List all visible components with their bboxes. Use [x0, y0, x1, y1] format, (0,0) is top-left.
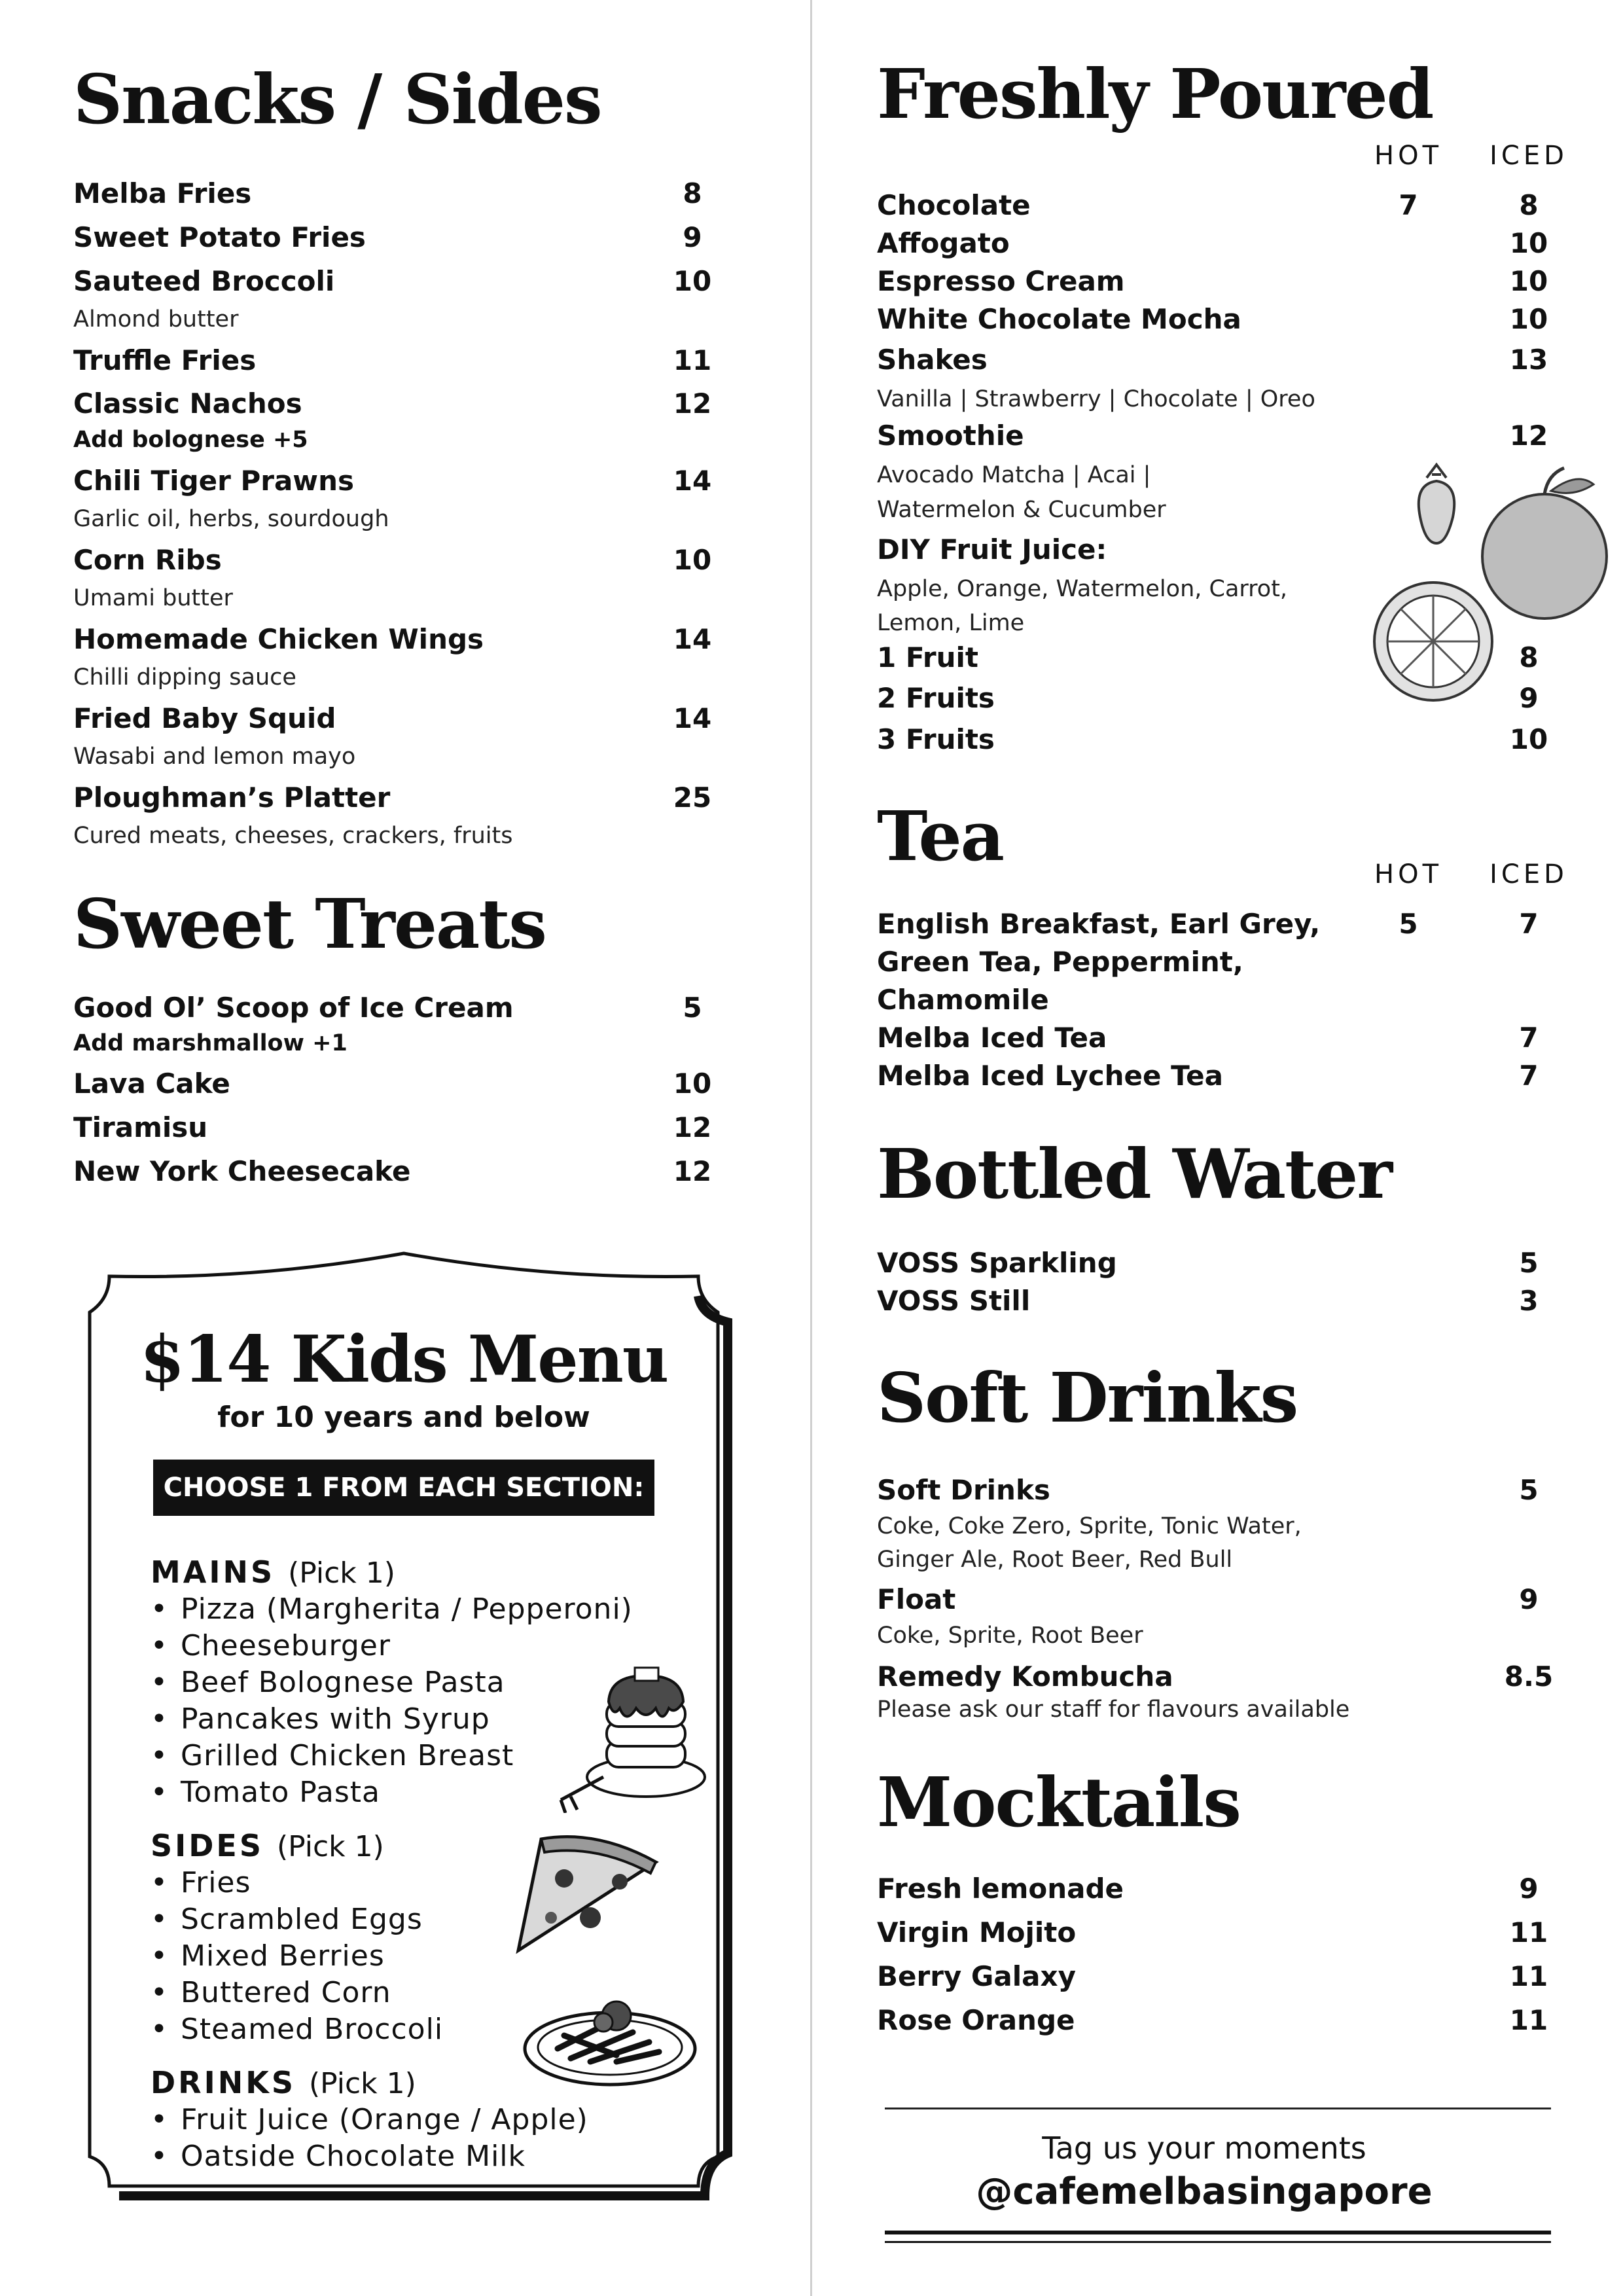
kids-main-item: • Tomato Pasta [181, 1776, 380, 1809]
menu-item-desc: Watermelon & Cucumber [877, 497, 1166, 523]
menu-item-price: 14 [673, 623, 712, 655]
kids-drink-item: • Oatside Chocolate Milk [181, 2140, 526, 2173]
menu-item-price: 8 [683, 177, 702, 209]
menu-item-desc: Wasabi and lemon mayo [73, 744, 356, 770]
menu-item-name: Classic Nachos [73, 387, 302, 420]
menu-item-price-iced: 10 [1509, 303, 1548, 335]
menu-item-desc: Coke, Sprite, Root Beer [877, 1623, 1143, 1649]
menu-item-name: VOSS Sparkling [877, 1247, 1117, 1279]
menu-item-name: 2 Fruits [877, 682, 995, 714]
menu-item-name: Soft Drinks [877, 1474, 1050, 1506]
menu-item-price: 9 [683, 221, 702, 253]
menu-item-desc: Vanilla | Strawberry | Chocolate | Oreo [877, 386, 1315, 412]
menu-item-name: Homemade Chicken Wings [73, 623, 484, 655]
menu-item-price: 8.5 [1504, 1660, 1554, 1693]
kids-drinks-heading [151, 2065, 416, 2100]
menu-item-price: 10 [673, 1067, 712, 1100]
menu-item-name: English Breakfast, Earl Grey, [877, 908, 1321, 940]
menu-item-price: 14 [673, 465, 712, 497]
kids-side-item: • Scrambled Eggs [181, 1903, 423, 1936]
footer-tagline: Tag us your moments [1042, 2130, 1366, 2166]
snacks-title: Snacks / Sides [73, 59, 601, 139]
menu-item-price: 25 [673, 781, 712, 814]
menu-item-price-iced: 7 [1519, 1022, 1539, 1054]
kids-side-item: • Steamed Broccoli [181, 2013, 443, 2046]
menu-item-name: Sweet Potato Fries [73, 221, 366, 253]
menu-item-name: Espresso Cream [877, 265, 1125, 297]
menu-item-name: VOSS Still [877, 1285, 1031, 1317]
menu-item-name: Chocolate [877, 189, 1031, 221]
kids-side-item: • Fries [181, 1866, 251, 1899]
menu-item-desc: Garlic oil, herbs, sourdough [73, 506, 389, 532]
menu-item-name: Smoothie [877, 420, 1024, 452]
menu-item-price: 10 [673, 544, 712, 576]
menu-item-price-iced: 10 [1509, 723, 1548, 755]
menu-item-price: 12 [673, 1111, 712, 1143]
menu-item-price-iced: 8 [1519, 189, 1539, 221]
menu-item-name: Good Ol’ Scoop of Ice Cream [73, 992, 514, 1024]
kids-menu-card [73, 1250, 734, 2200]
kids-drinks-pick: (Pick 1) [309, 2067, 416, 2100]
choose-banner: CHOOSE 1 FROM EACH SECTION: [153, 1460, 654, 1516]
menu-item-price: 5 [1519, 1474, 1539, 1506]
menu-item-price-iced: 10 [1509, 265, 1548, 297]
menu-item-addon: Add marshmallow +1 [73, 1030, 348, 1056]
menu-item-desc: Please ask our staff for flavours available [877, 1696, 1350, 1723]
kids-sides-heading [151, 1828, 384, 1863]
poured-hot-header: HOT [1374, 141, 1442, 171]
menu-item-name: 1 Fruit [877, 641, 978, 673]
kids-sides-pick: (Pick 1) [277, 1830, 384, 1863]
kids-mains-heading [151, 1554, 395, 1590]
menu-item-price-iced: 12 [1509, 420, 1548, 452]
menu-item-price-iced: 7 [1519, 1060, 1539, 1092]
menu-item-name: DIY Fruit Juice: [877, 533, 1107, 565]
kids-menu-subtitle: for 10 years and below [217, 1401, 590, 1434]
menu-item-name: Melba Fries [73, 177, 252, 209]
footer-rule-top [885, 2108, 1551, 2109]
menu-item-addon: Add bolognese +5 [73, 427, 308, 453]
fries-plate-illustration [518, 1970, 702, 2094]
menu-item-name: Rose Orange [877, 2004, 1075, 2036]
menu-item-name: Affogato [877, 227, 1010, 259]
menu-item-desc: Ginger Ale, Root Beer, Red Bull [877, 1547, 1233, 1573]
kids-drinks-label: DRINKS [151, 2065, 296, 2100]
menu-item-name: Melba Iced Lychee Tea [877, 1060, 1223, 1092]
instagram-handle[interactable]: @cafemelbasingapore [976, 2170, 1433, 2213]
menu-item-name: Fried Baby Squid [73, 702, 336, 734]
menu-item-desc: Avocado Matcha | Acai | [877, 462, 1151, 488]
menu-item-name: Truffle Fries [73, 344, 257, 376]
menu-item-price: 11 [1509, 2004, 1548, 2036]
menu-item-desc: Chilli dipping sauce [73, 664, 296, 691]
center-divider [810, 0, 812, 2296]
pizza-illustration [512, 1826, 669, 1964]
menu-item-price: 5 [683, 992, 702, 1024]
menu-item-name: 3 Fruits [877, 723, 995, 755]
menu-item-name: Corn Ribs [73, 544, 222, 576]
menu-item-price: 14 [673, 702, 712, 734]
menu-item-price: 9 [1519, 1583, 1539, 1615]
menu-item-name: Chili Tiger Prawns [73, 465, 355, 497]
tea-hot-header: HOT [1374, 859, 1442, 889]
menu-item-name: Fresh lemonade [877, 1873, 1124, 1905]
kids-main-item: • Cheeseburger [181, 1629, 391, 1662]
menu-item-name: Berry Galaxy [877, 1960, 1076, 1992]
menu-item-desc: Umami butter [73, 585, 233, 611]
kids-side-item: • Buttered Corn [181, 1976, 391, 2009]
menu-item-price: 10 [673, 265, 712, 297]
soft-drinks-title: Soft Drinks [877, 1357, 1298, 1438]
menu-item-desc: Almond butter [73, 306, 239, 332]
kids-menu-title: $14 Kids Menu [139, 1322, 668, 1397]
menu-item-name: Float [877, 1583, 956, 1615]
menu-item-desc: Coke, Coke Zero, Sprite, Tonic Water, [877, 1513, 1302, 1539]
menu-item-price-hot: 5 [1399, 908, 1418, 940]
kids-main-item: • Pizza (Margherita / Pepperoni) [181, 1592, 633, 1626]
menu-item-desc: Apple, Orange, Watermelon, Carrot, [877, 576, 1288, 602]
bottled-water-title: Bottled Water [877, 1134, 1392, 1214]
kids-mains-pick: (Pick 1) [288, 1556, 395, 1590]
tea-iced-header: ICED [1489, 859, 1568, 889]
menu-item-price: 11 [1509, 1960, 1548, 1992]
kids-sides-label: SIDES [151, 1828, 264, 1863]
kids-drink-item: • Fruit Juice (Orange / Apple) [181, 2103, 588, 2136]
menu-item-desc: Lemon, Lime [877, 610, 1025, 636]
menu-item-price-iced: 10 [1509, 227, 1548, 259]
menu-item-name: Green Tea, Peppermint, [877, 946, 1243, 978]
menu-item-name: White Chocolate Mocha [877, 303, 1241, 335]
poured-iced-header: ICED [1489, 141, 1568, 171]
kids-main-item: • Beef Bolognese Pasta [181, 1666, 505, 1699]
menu-item-name: New York Cheesecake [73, 1155, 411, 1187]
menu-item-price-iced: 8 [1519, 641, 1539, 673]
sweet-treats-title: Sweet Treats [73, 884, 546, 964]
menu-item-name: Tiramisu [73, 1111, 208, 1143]
footer-rule-bottom-thick [885, 2231, 1551, 2234]
pancakes-illustration [558, 1662, 715, 1813]
menu-item-name: Ploughman’s Platter [73, 781, 391, 814]
menu-item-price-iced: 9 [1519, 682, 1539, 714]
kids-main-item: • Grilled Chicken Breast [181, 1739, 514, 1772]
menu-item-price: 3 [1519, 1285, 1539, 1317]
menu-item-name: Virgin Mojito [877, 1916, 1077, 1948]
menu-item-name: Melba Iced Tea [877, 1022, 1107, 1054]
menu-item-price: 9 [1519, 1873, 1539, 1905]
menu-item-name: Lava Cake [73, 1067, 230, 1100]
mocktails-title: Mocktails [877, 1762, 1240, 1842]
footer-rule-bottom-thin [885, 2241, 1551, 2243]
menu-item-price-iced: 13 [1509, 344, 1548, 376]
menu-item-desc: Cured meats, cheeses, crackers, fruits [73, 823, 513, 849]
menu-item-name: Sauteed Broccoli [73, 265, 335, 297]
kids-mains-label: MAINS [151, 1554, 276, 1590]
kids-side-item: • Mixed Berries [181, 1939, 385, 1973]
tea-title: Tea [877, 796, 1004, 876]
freshly-poured-title: Freshly Poured [877, 54, 1433, 134]
menu-item-price: 5 [1519, 1247, 1539, 1279]
menu-item-name: Shakes [877, 344, 988, 376]
menu-item-price: 11 [1509, 1916, 1548, 1948]
menu-item-price-hot: 7 [1399, 189, 1418, 221]
kids-main-item: • Pancakes with Syrup [181, 1702, 490, 1736]
menu-item-price: 11 [673, 344, 712, 376]
menu-item-price: 12 [673, 387, 712, 420]
menu-item-name: Remedy Kombucha [877, 1660, 1173, 1693]
menu-item-price: 12 [673, 1155, 712, 1187]
menu-item-price-iced: 7 [1519, 908, 1539, 940]
fruit-illustration [1368, 445, 1623, 707]
menu-item-name: Chamomile [877, 984, 1049, 1016]
